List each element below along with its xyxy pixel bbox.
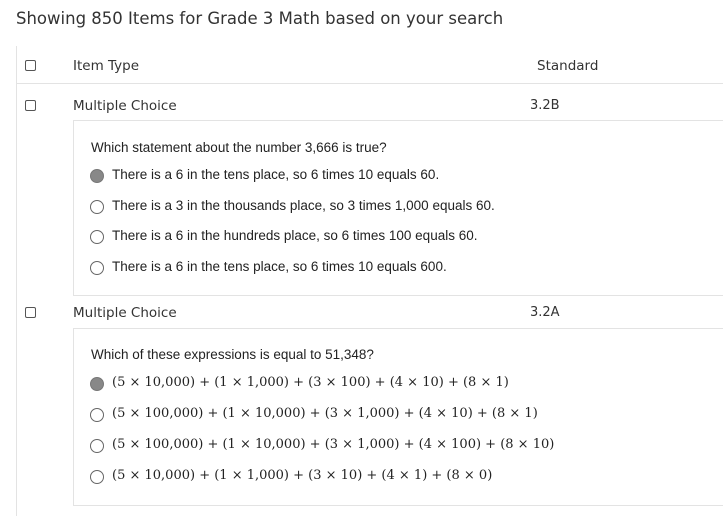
radio-icon[interactable] xyxy=(90,470,104,484)
results-title: Showing 850 Items for Grade 3 Math based on your search xyxy=(16,9,504,28)
select-all-checkbox[interactable] xyxy=(25,60,36,71)
item-type-label: Multiple Choice xyxy=(73,305,177,321)
item-checkbox[interactable] xyxy=(25,307,36,318)
answer-option-text: There is a 6 in the tens place, so 6 times 10 equals 600. xyxy=(112,259,447,274)
answer-option-text: There is a 3 in the thousands place, so 3 times 1,000 equals 60. xyxy=(112,198,495,213)
item-standard-label: 3.2B xyxy=(530,98,560,113)
items-table xyxy=(16,46,723,516)
radio-icon[interactable] xyxy=(90,200,104,214)
radio-icon[interactable] xyxy=(90,408,104,422)
item-preview-card xyxy=(73,328,723,506)
radio-icon[interactable] xyxy=(90,230,104,244)
answer-option-text: (5 × 10,000) + (1 × 1,000) + (3 × 100) + (4 × 10) + (8 × 1) xyxy=(112,375,509,390)
radio-icon[interactable] xyxy=(90,261,104,275)
answer-option-text: (5 × 100,000) + (1 × 10,000) + (3 × 1,000) + (4 × 100) + (8 × 10) xyxy=(112,437,555,452)
item-type-label: Multiple Choice xyxy=(73,98,177,114)
answer-option-text: There is a 6 in the tens place, so 6 times 10 equals 60. xyxy=(112,167,440,182)
item-preview-card xyxy=(73,120,723,296)
answer-option-text: (5 × 10,000) + (1 × 1,000) + (3 × 10) + (4 × 1) + (8 × 0) xyxy=(112,468,493,483)
radio-selected-icon[interactable] xyxy=(90,169,104,183)
answer-option-text: There is a 6 in the hundreds place, so 6 times 100 equals 60. xyxy=(112,228,478,243)
item-checkbox[interactable] xyxy=(25,100,36,111)
radio-icon[interactable] xyxy=(90,439,104,453)
answer-option-text: (5 × 100,000) + (1 × 10,000) + (3 × 1,000) + (4 × 10) + (8 × 1) xyxy=(112,406,538,421)
item-standard-label: 3.2A xyxy=(530,305,560,320)
table-header xyxy=(17,46,723,84)
radio-selected-icon[interactable] xyxy=(90,377,104,391)
column-header-standard[interactable]: Standard xyxy=(537,58,599,74)
question-text: Which statement about the number 3,666 is true? xyxy=(91,140,387,155)
question-text: Which of these expressions is equal to 51,348? xyxy=(91,347,374,362)
column-header-item-type[interactable]: Item Type xyxy=(73,58,140,74)
